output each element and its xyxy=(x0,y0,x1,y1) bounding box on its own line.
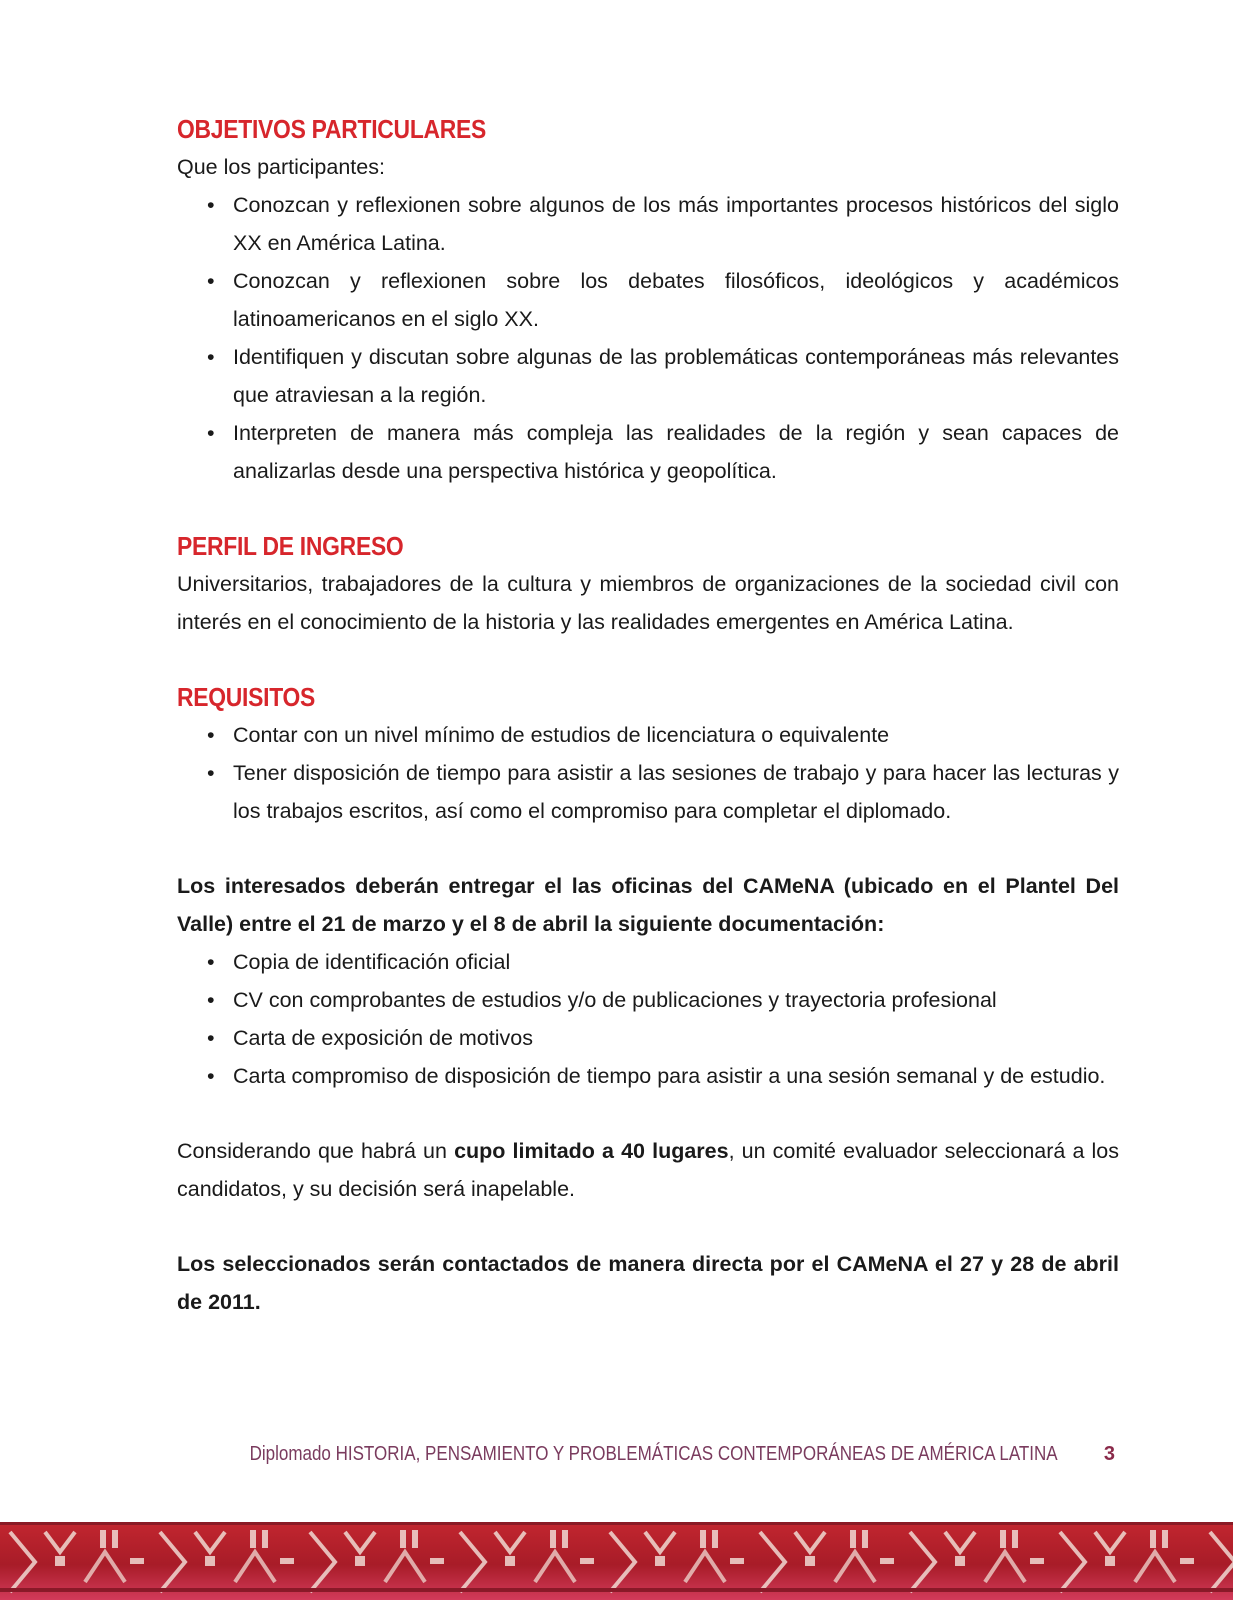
perfil-heading: PERFIL DE INGRESO xyxy=(177,531,404,561)
requisitos-heading: REQUISITOS xyxy=(177,682,316,712)
footer-title xyxy=(250,1443,1058,1466)
textile-pattern-image xyxy=(0,1522,1233,1600)
objetivos-list xyxy=(177,186,1119,490)
page-footer xyxy=(0,1443,1233,1473)
page-number: 3 xyxy=(1103,1443,1115,1465)
objetivos-intro: Que los participantes: xyxy=(177,155,385,179)
woven-textile-band xyxy=(0,1522,1233,1600)
list-item: • Identifiquen y discutan sobre algunas de las problemáticas contemporáneas más relevantes que atraviesan a la región. xyxy=(177,338,1119,414)
cupo-text-after: , un comité evaluador seleccionará a los candidatos, y su decisión será inapelable. xyxy=(177,1139,1119,1201)
list-item: • Tener disposición de tiempo para asistir a las sesiones de trabajo y para hacer las lecturas y los trabajos escritos, así como el compromiso para completar el diplomado. xyxy=(177,754,1119,830)
footer-program-title: HISTORIA, PENSAMIENTO Y PROBLEMÁTICAS CONTEMPORÁNEAS DE AMÉRICA LATINA xyxy=(335,1443,1058,1465)
list-item: • Carta de exposición de motivos xyxy=(177,1019,1119,1057)
list-item: • Conozcan y reflexionen sobre los debates filosóficos, ideológicos y académicos latinoamericanos en el siglo XX. xyxy=(177,262,1119,338)
objetivos-heading: OBJETIVOS PARTICULARES xyxy=(177,114,487,144)
requisitos-list xyxy=(177,716,1119,830)
list-item: • Copia de identificación oficial xyxy=(177,943,1119,981)
footer-prefix: Diplomado xyxy=(249,1443,336,1465)
cupo-paragraph xyxy=(177,1132,1119,1208)
documentacion-intro: Los interesados deberán entregar el las oficinas del CAMeNA (ubicado en el Plantel Del Valle) entre el 21 de marzo y el 8 de abril la siguiente documentación: xyxy=(177,874,1119,936)
cupo-text-before: Considerando que habrá un xyxy=(177,1139,455,1163)
cupo-text-bold: cupo limitado a 40 lugares xyxy=(454,1139,729,1163)
documentacion-list xyxy=(177,943,1119,1095)
list-item: • Contar con un nivel mínimo de estudios de licenciatura o equivalente xyxy=(177,716,1119,754)
list-item: • Carta compromiso de disposición de tiempo para asistir a una sesión semanal y de estudio. xyxy=(177,1057,1119,1095)
seleccionados-text: Los seleccionados serán contactados de manera directa por el CAMeNA el 27 y 28 de abril de 2011. xyxy=(177,1252,1119,1314)
page-content xyxy=(177,110,1119,1321)
list-item: • CV con comprobantes de estudios y/o de publicaciones y trayectoria profesional xyxy=(177,981,1119,1019)
list-item: • Interpreten de manera más compleja las realidades de la región y sean capaces de analizarlas desde una perspectiva histórica y geopolítica. xyxy=(177,414,1119,490)
perfil-text: Universitarios, trabajadores de la cultura y miembros de organizaciones de la sociedad civil con interés en el conocimiento de la historia y las realidades emergentes en América Latina. xyxy=(177,572,1119,634)
list-item: • Conozcan y reflexionen sobre algunos de los más importantes procesos históricos del siglo XX en América Latina. xyxy=(177,186,1119,262)
